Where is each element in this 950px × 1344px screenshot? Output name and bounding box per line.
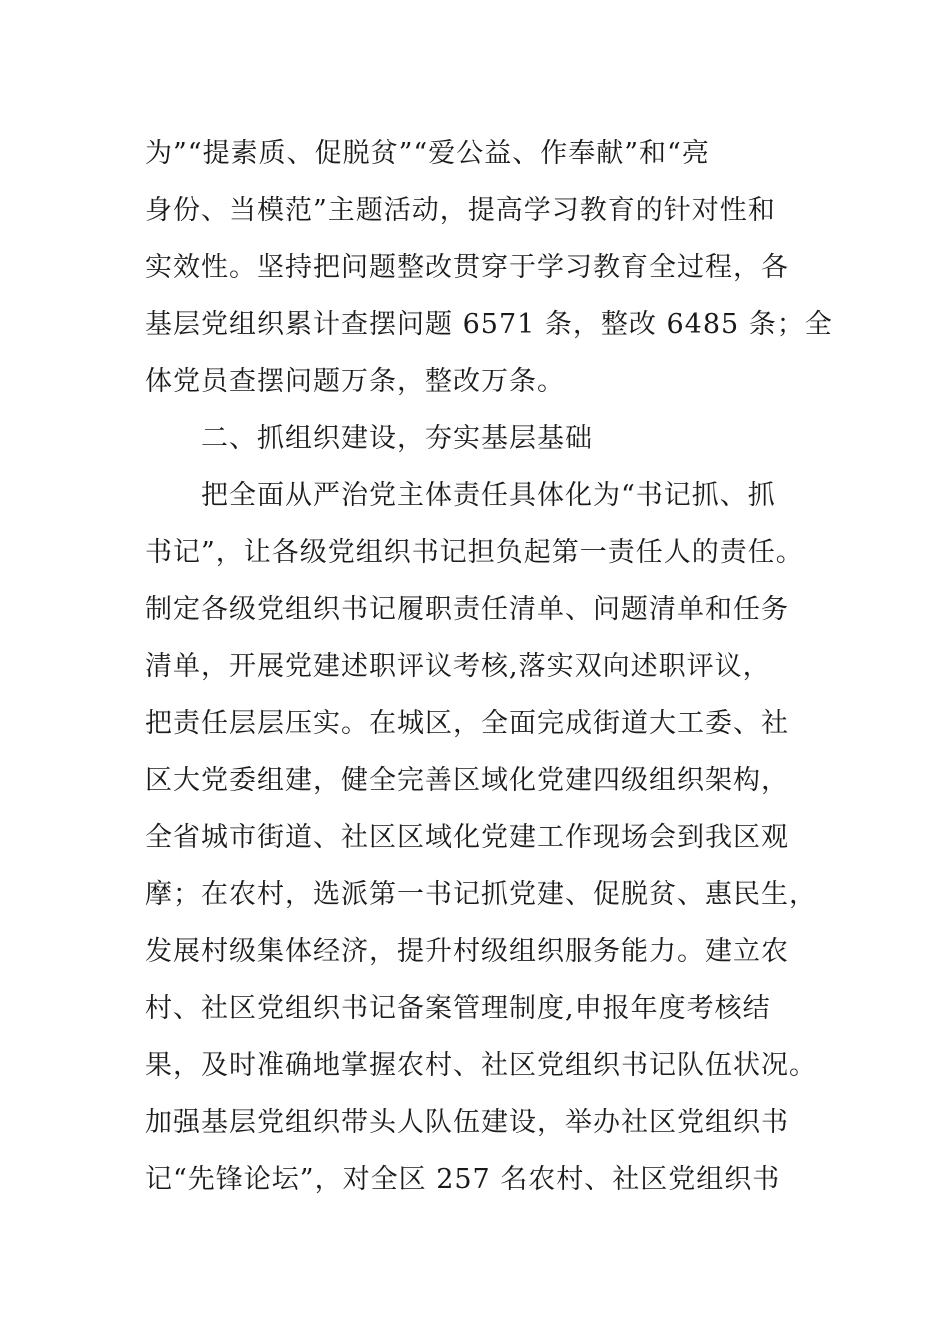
- section-heading: 二、抓组织建设，夯实基层基础: [201, 423, 593, 454]
- body-text-line: 记“先锋论坛”，对全区 257 名农村、社区党组织书: [145, 1164, 781, 1195]
- body-text-line: 把全面从严治党主体责任具体化为“书记抓、抓: [201, 480, 776, 511]
- body-text-line: 全省城市街道、社区区域化党建工作现场会到我区观: [145, 822, 789, 853]
- body-text-line: 实效性。坚持把问题整改贯穿于学习教育全过程，各: [145, 252, 789, 283]
- body-text-line: 果，及时准确地掌握农村、社区党组织书记队伍状况。: [145, 1050, 817, 1081]
- body-text-line: 为”“提素质、促脱贫”“爱公益、作奉献”和“亮: [145, 138, 710, 169]
- body-text-line: 体党员查摆问题万条，整改万条。: [145, 366, 565, 397]
- body-text-line: 加强基层党组织带头人队伍建设，举办社区党组织书: [145, 1107, 789, 1138]
- body-text-line: 清单，开展党建述职评议考核,落实双向述职评议，: [145, 651, 771, 682]
- body-text-line: 区大党委组建，健全完善区域化党建四级组织架构，: [145, 765, 789, 796]
- body-text-line: 发展村级集体经济，提升村级组织服务能力。建立农: [145, 936, 789, 967]
- body-text-line: 摩；在农村，选派第一书记抓党建、促脱贫、惠民生，: [145, 879, 817, 910]
- body-text-line: 身份、当模范”主题活动，提高学习教育的针对性和: [145, 195, 776, 226]
- body-text-line: 基层党组织累计查摆问题 6571 条，整改 6485 条；全: [145, 309, 833, 340]
- body-text-line: 村、社区党组织书记备案管理制度,申报年度考核结: [145, 993, 771, 1024]
- body-text-line: 把责任层层压实。在城区，全面完成街道大工委、社: [145, 708, 789, 739]
- body-text-line: 制定各级党组织书记履职责任清单、问题清单和任务: [145, 594, 789, 625]
- body-text-line: 书记”，让各级党组织书记担负起第一责任人的责任。: [145, 537, 804, 568]
